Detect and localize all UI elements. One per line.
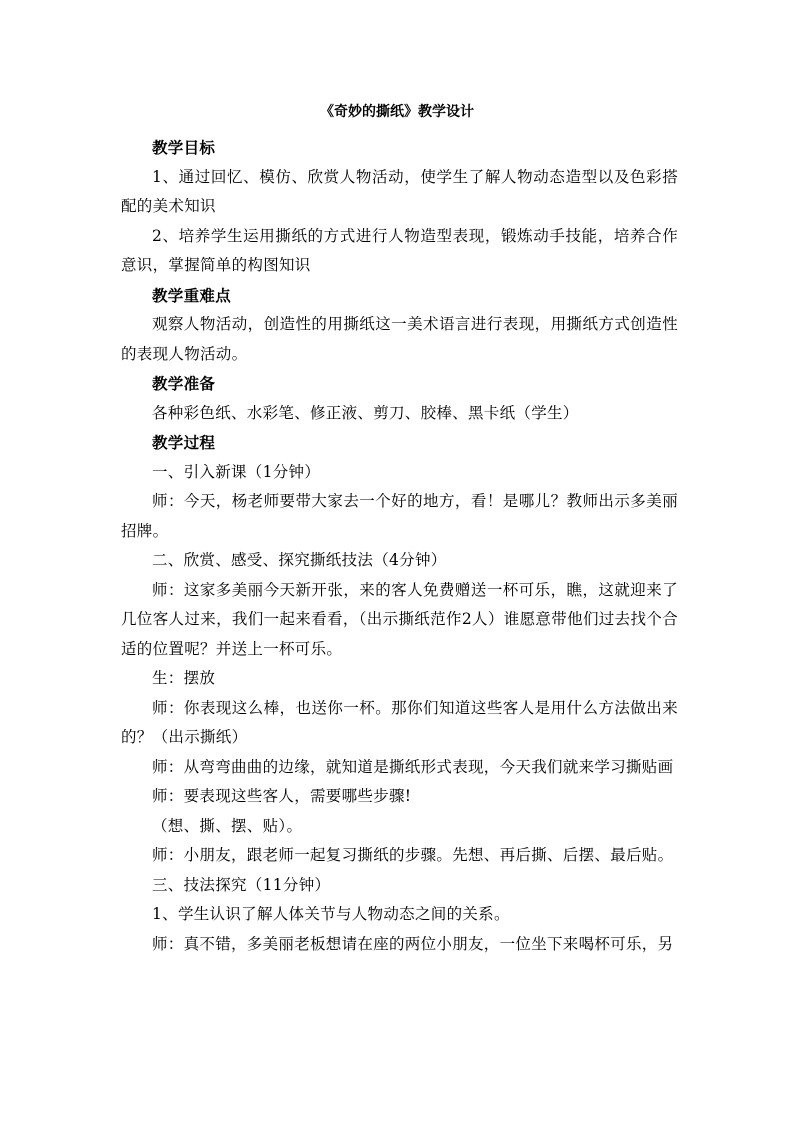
paragraph: 师：从弯弯曲曲的边缘，就知道是撕纸形式表现，今天我们就来学习撕贴画 bbox=[152, 757, 674, 776]
paragraph: 师：你表现这么棒，也送你一杯。那你们知道这些客人是用什么方法做出来的？（出示撕纸） bbox=[121, 698, 678, 746]
paragraph: 二、欣赏、感受、探究撕纸技法（4分钟） bbox=[152, 551, 447, 569]
paragraph: 师：这家多美丽今天新开张，来的客人免费赠送一杯可乐，瞧，这就迎来了几位客人过来，我们一起来看看，（出示撕纸范作2人）谁愿意带他们过去找个合适的位置呢？并送上一杯可乐。 bbox=[121, 580, 678, 658]
paragraph: 师：要表现这些客人，需要哪些步骤! bbox=[152, 787, 412, 805]
section-heading-objectives: 教学目标 bbox=[152, 138, 216, 157]
paragraph: 生：摆放 bbox=[152, 669, 216, 687]
section-heading-key-points: 教学重难点 bbox=[152, 285, 232, 305]
paragraph: 2、培养学生运用撕纸的方式进行人物造型表现，锻炼动手技能，培养合作意识，掌握简单的构图知识 bbox=[121, 226, 678, 274]
paragraph: 三、技法探究（11分钟） bbox=[152, 875, 331, 894]
paragraph: 各种彩色纸、水彩笔、修正液、剪刀、胶棒、黑卡纸（学生） bbox=[152, 403, 579, 422]
paragraph: 一、引入新课（1分钟） bbox=[152, 462, 321, 481]
document-title: 《奇妙的撕纸》教学设计 bbox=[320, 104, 474, 120]
section-heading-preparation: 教学准备 bbox=[152, 374, 216, 393]
paragraph: 师：今天，杨老师要带大家去一个好的地方，看！是哪儿？教师出示多美丽招牌。 bbox=[121, 492, 678, 540]
paragraph: 1、学生认识了解人体关节与人物动态之间的关系。 bbox=[152, 905, 510, 923]
document-body bbox=[121, 133, 678, 959]
paragraph: 观察人物活动，创造性的用撕纸这一美术语言进行表现，用撕纸方式创造性的表现人物活动。 bbox=[121, 315, 678, 363]
paragraph: （想、撕、摆、贴）。 bbox=[152, 816, 303, 835]
paragraph: 1、通过回忆、模仿、欣赏人物活动，使学生了解人物动态造型以及色彩搭配的美术知识 bbox=[121, 167, 678, 215]
section-heading-process: 教学过程 bbox=[152, 433, 216, 452]
paragraph: 师：真不错，多美丽老板想请在座的两位小朋友，一位坐下来喝杯可乐，另 bbox=[152, 934, 674, 953]
paragraph: 师：小朋友，跟老师一起复习撕纸的步骤。先想、再后撕、后摆、最后贴。 bbox=[152, 846, 674, 864]
